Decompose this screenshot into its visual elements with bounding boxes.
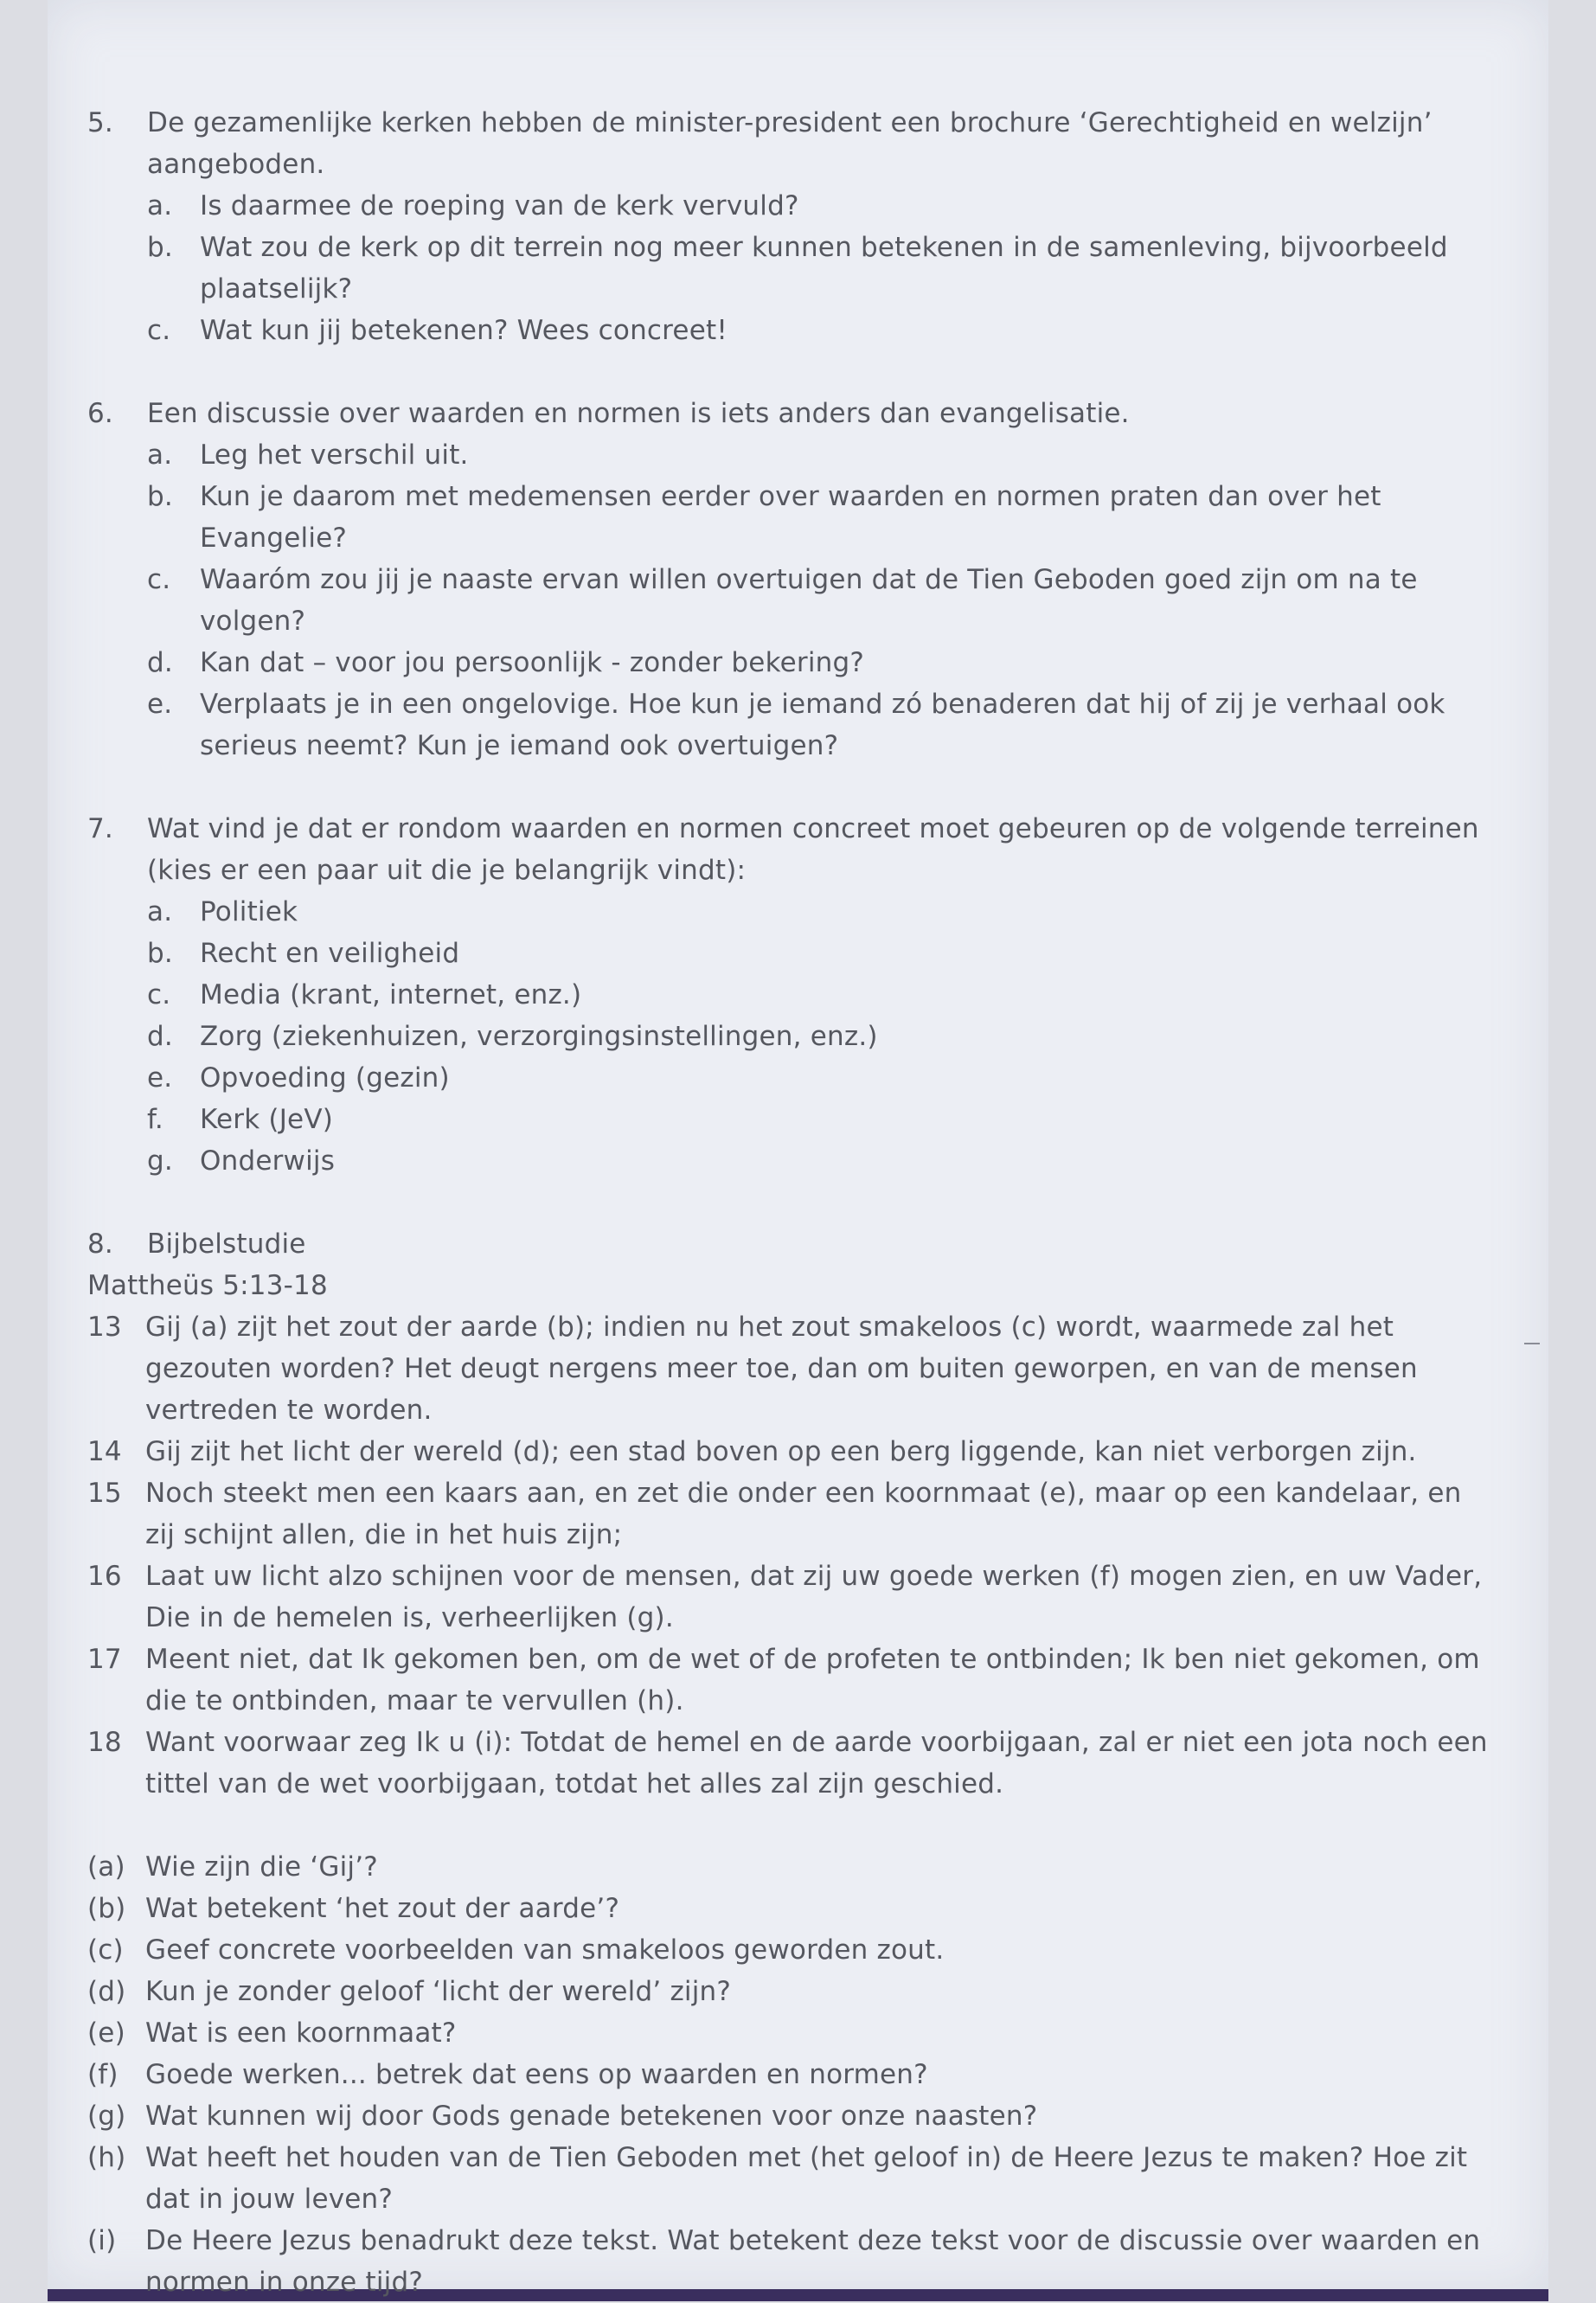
prompt-text: Geef concrete voorbeelden van smakeloos geworden zout. bbox=[145, 1934, 945, 1966]
item-letter: b. bbox=[147, 938, 173, 969]
prompt-letter: (b) bbox=[87, 1893, 126, 1924]
study-prompt bbox=[87, 2012, 1489, 2054]
edge-mark bbox=[1524, 1343, 1540, 1344]
verse bbox=[87, 1639, 1489, 1722]
prompt-letter: (d) bbox=[87, 1976, 126, 2007]
study-prompt bbox=[87, 1888, 1489, 1929]
question-item bbox=[147, 1016, 1489, 1057]
question-item bbox=[147, 434, 1489, 476]
item-letter: g. bbox=[147, 1145, 173, 1177]
question-item bbox=[147, 227, 1489, 310]
item-text: Leg het verschil uit. bbox=[200, 439, 469, 471]
prompt-letter: (g) bbox=[87, 2101, 126, 2132]
item-letter: e. bbox=[147, 689, 173, 720]
prompt-text: Goede werken... betrek dat eens op waarden en normen? bbox=[145, 2059, 928, 2090]
item-letter: b. bbox=[147, 481, 173, 512]
question-number: 8. bbox=[87, 1228, 113, 1260]
item-text: Politiek bbox=[200, 896, 298, 927]
document-body bbox=[87, 102, 1489, 2303]
prompt-text: Wat betekent ‘het zout der aarde’? bbox=[145, 1893, 620, 1924]
prompt-letter: (h) bbox=[87, 2142, 126, 2173]
item-letter: b. bbox=[147, 232, 173, 263]
verse-text: Noch steekt men een kaars aan, en zet die onder een koornmaat (e), maar op een kandelaar, en zij schijnt allen, die in het huis zijn; bbox=[145, 1478, 1462, 1550]
verse-text: Want voorwaar zeg Ik u (i): Totdat de hemel en de aarde voorbijgaan, zal er niet een jota noch een tittel van de wet voorbijgaan, totdat het alles zal zijn geschied. bbox=[145, 1727, 1488, 1799]
verse-number: 15 bbox=[87, 1478, 122, 1509]
verse-number: 18 bbox=[87, 1727, 122, 1758]
verse bbox=[87, 1472, 1489, 1556]
question-item bbox=[147, 642, 1489, 683]
item-text: Recht en veiligheid bbox=[200, 938, 460, 969]
prompt-text: Wie zijn die ‘Gij’? bbox=[145, 1851, 378, 1883]
item-text: Kun je daarom met medemensen eerder over waarden en normen praten dan over het Evangelie? bbox=[200, 481, 1381, 554]
verse-text: Meent niet, dat Ik gekomen ben, om de wet of de profeten te ontbinden; Ik ben niet gekomen, om die te ontbinden, maar te vervullen (h). bbox=[145, 1644, 1480, 1716]
verse-text: Gij (a) zijt het zout der aarde (b); indien nu het zout smakeloos (c) wordt, waarmede zal het gezouten worden? Het deugt nergens meer toe, dan om buiten geworpen, en van de mensen vertreden te worden. bbox=[145, 1312, 1418, 1426]
item-letter: c. bbox=[147, 979, 171, 1010]
question-item bbox=[147, 559, 1489, 642]
spacer bbox=[87, 1805, 1489, 1846]
question-number: 7. bbox=[87, 813, 113, 844]
prompt-letter: (c) bbox=[87, 1934, 124, 1966]
question-text: Wat vind je dat er rondom waarden en normen concreet moet gebeuren op de volgende terreinen (kies er een paar uit die je belangrijk vindt): bbox=[147, 813, 1479, 886]
question-item bbox=[147, 891, 1489, 933]
question-text: De gezamenlijke kerken hebben de minister-president een brochure ‘Gerechtigheid en welzijn’ aangeboden. bbox=[147, 107, 1433, 180]
question-item bbox=[147, 1099, 1489, 1140]
item-text: Kerk (JeV) bbox=[200, 1104, 334, 1135]
prompt-text: Wat kunnen wij door Gods genade betekenen voor onze naasten? bbox=[145, 2101, 1038, 2132]
verse-number: 17 bbox=[87, 1644, 122, 1675]
bible-study-title: Bijbelstudie bbox=[147, 1228, 306, 1260]
study-prompt bbox=[87, 1971, 1489, 2012]
question-item bbox=[147, 1140, 1489, 1182]
item-text: Waaróm zou jij je naaste ervan willen overtuigen dat de Tien Geboden goed zijn om na te volgen? bbox=[200, 564, 1418, 637]
item-text: Is daarmee de roeping van de kerk vervuld? bbox=[200, 190, 799, 221]
study-prompt bbox=[87, 1929, 1489, 1971]
verse bbox=[87, 1722, 1489, 1805]
item-letter: f. bbox=[147, 1104, 163, 1135]
verse-number: 16 bbox=[87, 1561, 122, 1592]
item-letter: c. bbox=[147, 564, 171, 595]
question-item bbox=[147, 476, 1489, 559]
question-7 bbox=[87, 808, 1489, 1182]
item-text: Zorg (ziekenhuizen, verzorgingsinstellingen, enz.) bbox=[200, 1021, 878, 1052]
item-text: Verplaats je in een ongelovige. Hoe kun je iemand zó benaderen dat hij of zij je verhaal ook serieus neemt? Kun je iemand ook overtuigen? bbox=[200, 689, 1445, 761]
question-item bbox=[147, 683, 1489, 767]
item-text: Wat kun jij betekenen? Wees concreet! bbox=[200, 315, 727, 346]
question-item bbox=[147, 974, 1489, 1016]
item-letter: a. bbox=[147, 439, 173, 471]
verse-text: Laat uw licht alzo schijnen voor de mensen, dat zij uw goede werken (f) mogen zien, en uw Vader, Die in de hemelen is, verheerlijken (g). bbox=[145, 1561, 1483, 1633]
prompt-letter: (f) bbox=[87, 2059, 119, 2090]
item-letter: c. bbox=[147, 315, 171, 346]
verse-number: 14 bbox=[87, 1436, 122, 1467]
verse-text: Gij zijt het licht der wereld (d); een stad boven op een berg liggende, kan niet verborgen zijn. bbox=[145, 1436, 1417, 1467]
prompt-letter: (e) bbox=[87, 2018, 125, 2049]
item-text: Kan dat – voor jou persoonlijk - zonder bekering? bbox=[200, 647, 865, 678]
question-5 bbox=[87, 102, 1489, 351]
prompt-letter: (i) bbox=[87, 2225, 117, 2256]
prompt-letter: (a) bbox=[87, 1851, 125, 1883]
verse bbox=[87, 1556, 1489, 1639]
question-6 bbox=[87, 393, 1489, 767]
prompt-text: Wat heeft het houden van de Tien Geboden met (het geloof in) de Heere Jezus te maken? Hoe zit dat in jouw leven? bbox=[145, 2142, 1468, 2215]
question-8-bible-study bbox=[87, 1223, 1489, 2303]
verse bbox=[87, 1306, 1489, 1431]
question-item bbox=[147, 310, 1489, 351]
question-number: 6. bbox=[87, 398, 113, 429]
item-letter: d. bbox=[147, 1021, 173, 1052]
item-letter: a. bbox=[147, 896, 173, 927]
item-text: Media (krant, internet, enz.) bbox=[200, 979, 582, 1010]
study-prompt bbox=[87, 2137, 1489, 2220]
item-text: Opvoeding (gezin) bbox=[200, 1062, 450, 1094]
verse-number: 13 bbox=[87, 1312, 122, 1343]
prompt-text: Kun je zonder geloof ‘licht der wereld’ zijn? bbox=[145, 1976, 732, 2007]
study-prompt bbox=[87, 2095, 1489, 2137]
item-text: Wat zou de kerk op dit terrein nog meer kunnen betekenen in de samenleving, bijvoorbeeld plaatselijk? bbox=[200, 232, 1448, 305]
study-prompt bbox=[87, 2220, 1489, 2303]
item-letter: d. bbox=[147, 647, 173, 678]
question-item bbox=[147, 1057, 1489, 1099]
question-item bbox=[147, 185, 1489, 227]
verse bbox=[87, 1431, 1489, 1472]
scripture-reference: Mattheüs 5:13-18 bbox=[87, 1270, 328, 1301]
item-letter: e. bbox=[147, 1062, 173, 1094]
prompt-text: Wat is een koornmaat? bbox=[145, 2018, 457, 2049]
item-letter: a. bbox=[147, 190, 173, 221]
study-prompt bbox=[87, 2054, 1489, 2095]
question-item bbox=[147, 933, 1489, 974]
question-text: Een discussie over waarden en normen is iets anders dan evangelisatie. bbox=[147, 398, 1130, 429]
item-text: Onderwijs bbox=[200, 1145, 336, 1177]
study-prompt bbox=[87, 1846, 1489, 1888]
prompt-text: De Heere Jezus benadrukt deze tekst. Wat betekent deze tekst voor de discussie over waarden en normen in onze tijd? bbox=[145, 2225, 1481, 2298]
question-number: 5. bbox=[87, 107, 113, 138]
